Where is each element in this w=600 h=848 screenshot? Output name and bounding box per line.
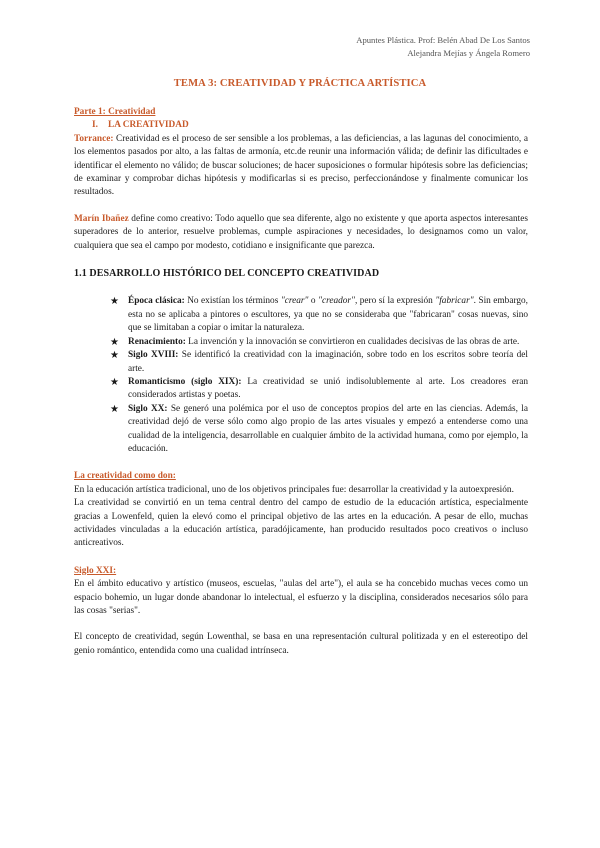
marin-definition: define como creativo: Todo aquello que sea diferente, algo no existente y que aporta aspectos interesantes superadores de lo anterior, resuelve problemas, cumple aspiraciones y necesidades, lo designamos como un valor, cualquiera que sea el campo por modesto, cotidiano e insignificante que parezca.	[74, 213, 528, 251]
marin-paragraph	[74, 213, 528, 253]
item-term: "fabricar"	[435, 296, 474, 307]
don-paragraph-1: En la educación artística tradicional, uno de los objetivos principales fue: desarrollar la creatividad y la autoexpresión.	[74, 484, 514, 495]
xxi-paragraph-1: En el ámbito educativo y artístico (museos, escuelas, "aulas del arte"), el aula se ha concebido muchas veces como un espacio bohemio, un lugar donde abandonar lo intelectual, el esfuerzo y la disciplina, considerados necesarios sólo para las cosas "serias".	[74, 579, 528, 616]
part-heading: Parte 1: Creatividad	[74, 107, 156, 117]
item-term: "creador"	[318, 296, 355, 307]
list-item	[110, 403, 528, 457]
don-paragraph-2: La creatividad se convirtió en un tema central dentro del campo de estudio de la educación artística, especialmente gracias a Lowenfeld, quien la elevó como el principal objetivo de las artes en la educación. A pesar de ello, muchas actividades vinculadas a la educación artística, paradójicamente, han producido resultados poco creativos o incluso anticreativos.	[74, 498, 528, 549]
star-icon: ★	[110, 336, 119, 348]
item-text: No existían los términos	[184, 296, 281, 307]
item-text: . Sin embargo, esta no se aplicaba a pintores o escultores, ya que no se consideraba que "fabricaran" cosas nuevas, sino que se limitaban a copiar o imitar la naturaleza.	[128, 296, 528, 334]
item-text: La invención y la innovación se convirtieron en cualidades decisivas de las obras de arte.	[185, 336, 520, 347]
item-text: Se generó una polémica por el uso de conceptos propios del arte en las ciencias. Además, la creatividad dejó de verse sólo como algo propio de las artes visuales y empezó a entenderse como una cualidad de la inteligencia, desarrollable en cualquier ámbito de la actividad humana, como por ejemplo, la educación.	[128, 403, 528, 454]
item-label: Siglo XVIII:	[128, 350, 179, 361]
list-item	[110, 376, 528, 403]
marin-author: Marín Ibañez	[74, 213, 129, 224]
item-label: Renacimiento:	[128, 336, 186, 347]
page-header	[356, 34, 530, 60]
item-label: Época clásica:	[128, 296, 185, 307]
torrance-author: Torrance:	[74, 133, 114, 144]
item-text: o	[308, 296, 319, 307]
item-text: La creatividad se unió indisolublemente al arte. Los creadores eran considerados artistas y poetas.	[128, 376, 529, 401]
item-text: , pero sí la expresión	[354, 296, 436, 307]
item-term: "crear"	[280, 296, 309, 307]
history-heading: 1.1 DESARROLLO HISTÓRICO DEL CONCEPTO CREATIVIDAD	[74, 268, 380, 280]
section-heading	[74, 119, 528, 132]
document-title: TEMA 3: CREATIVIDAD Y PRÁCTICA ARTÍSTICA	[173, 78, 427, 89]
document-body	[74, 106, 528, 658]
header-authors: Alejandra Mejías y Ángela Romero	[407, 48, 530, 58]
star-icon: ★	[110, 296, 119, 308]
section-number: I.	[92, 120, 98, 131]
xxi-paragraph-2: El concepto de creatividad, según Lowenthal, se basa en una representación cultural politizada y en el estereotipo del genio romántico, entendida como una cualidad intrínseca.	[74, 632, 528, 656]
history-list	[74, 295, 528, 456]
list-item	[110, 349, 528, 376]
item-text: Se identificó la creatividad con la imaginación, sobre todo en los escritos sobre teoría del arte.	[128, 350, 528, 374]
star-icon: ★	[110, 376, 119, 388]
header-course: Apuntes Plástica. Prof: Belén Abad De Los Santos	[356, 35, 530, 45]
item-label: Siglo XX:	[128, 403, 168, 414]
don-heading: La creatividad como don:	[74, 471, 176, 482]
star-icon: ★	[110, 403, 119, 415]
item-label: Romanticismo (siglo XIX):	[128, 376, 242, 387]
torrance-definition: Creatividad es el proceso de ser sensible a los problemas, a las deficiencias, a las lagunas del conocimiento, a los elementos pasados por alto, a las faltas de armonía, etc.de reunir una información válida; de definir las dificultades e identificar el elemento no válido; de buscar soluciones; de hacer suposiciones o formular hipótesis sobre las deficiencias; de examinar y comprobar dichas hipótesis y modificarlas si es preciso, perfeccionándose y finalmente comunicar los resultados.	[74, 133, 528, 198]
list-item	[110, 295, 528, 335]
list-item	[110, 336, 528, 349]
torrance-paragraph	[74, 133, 528, 200]
section-title: LA CREATIVIDAD	[108, 120, 189, 131]
xxi-heading: Siglo XXI:	[74, 565, 117, 576]
star-icon: ★	[110, 350, 119, 362]
